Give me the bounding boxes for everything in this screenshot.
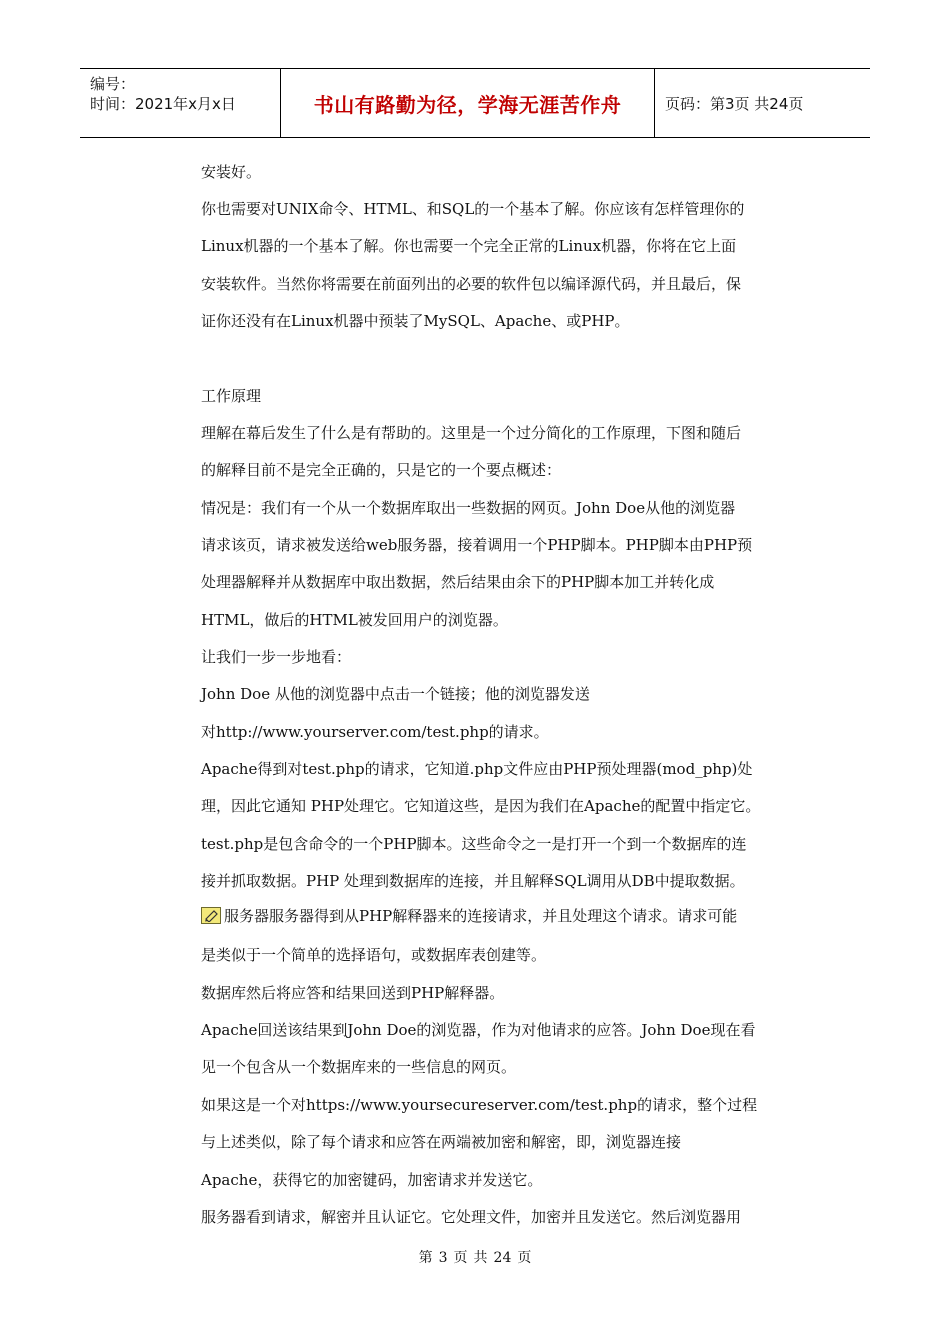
footer-total-pages: 24 <box>493 1250 512 1266</box>
body-line: 服务器看到请求，解密并且认证它。它处理文件，加密并且发送它。然后浏览器用 <box>201 1208 742 1226</box>
footer-ye: 页 <box>517 1250 532 1266</box>
body-line: Apache回送该结果到John Doe的浏览器，作为对他请求的应答。John Doe现在看 <box>201 1021 756 1039</box>
section-heading: 工作原理 <box>201 387 262 405</box>
header-page-label: 页码：第3页 共24页 <box>665 94 804 113</box>
body-line: 证你还没有在Linux机器中预装了MySQL、Apache、或PHP。 <box>201 312 630 330</box>
body-line: 让我们一步一步地看： <box>201 648 352 666</box>
body-line: 对http://www.yourserver.com/test.php的请求。 <box>201 723 549 741</box>
body-line: 请求该页，请求被发送给web服务器，接着调用一个PHP脚本。PHP脚本由PHP预 <box>201 536 753 554</box>
body-line: test.php是包含命令的一个PHP脚本。这些命令之一是打开一个到一个数据库的连 <box>201 835 747 853</box>
body-line-with-icon <box>201 906 737 926</box>
document-number-label: 编号： <box>90 75 136 93</box>
footer-di: 第 <box>418 1250 433 1266</box>
page-footer <box>0 1247 950 1267</box>
body-line: John Doe 从他的浏览器中点击一个链接；他的浏览器发送 <box>201 685 590 703</box>
document-date-label: 时间：2021年x月x日 <box>90 95 236 113</box>
header-motto: 书山有路勤为径，学海无涯苦作舟 <box>313 92 622 117</box>
footer-page-number: 3 <box>438 1250 448 1266</box>
body-line: Apache，获得它的加密键码，加密请求并发送它。 <box>201 1171 543 1189</box>
body-line: 见一个包含从一个数据库来的一些信息的网页。 <box>201 1058 517 1076</box>
body-line-text: 服务器服务器得到从PHP解释器来的连接请求，并且处理这个请求。请求可能 <box>224 907 738 925</box>
body-line: 数据库然后将应答和结果回送到PHP解释器。 <box>201 984 505 1002</box>
body-line: 接并抓取数据。PHP 处理到数据库的连接，并且解释SQL调用从DB中提取数据。 <box>201 872 745 890</box>
body-line: 你也需要对UNIX命令、HTML、和SQL的一个基本了解。你应该有怎样管理你的 <box>201 200 745 218</box>
body-line: Apache得到对test.php的请求，它知道.php文件应由PHP预处理器(mod_php)处 <box>201 760 753 778</box>
body-line: 理解在幕后发生了什么是有帮助的。这里是一个过分简化的工作原理，下图和随后 <box>201 424 742 442</box>
pencil-note-icon <box>201 907 221 924</box>
body-line: 与上述类似，除了每个请求和应答在两端被加密和解密，即，浏览器连接 <box>201 1133 682 1151</box>
body-line: 如果这是一个对https://www.yoursecureserver.com/test.php的请求，整个过程 <box>201 1096 758 1114</box>
body-line: HTML，做后的HTML被发回用户的浏览器。 <box>201 611 508 629</box>
body-line: 处理器解释并从数据库中取出数据，然后结果由余下的PHP脚本加工并转化成 <box>201 573 715 591</box>
body-line: 的解释目前不是完全正确的，只是它的一个要点概述： <box>201 461 562 479</box>
body-line: 是类似于一个简单的选择语句，或数据库表创建等。 <box>201 946 547 964</box>
body-line: 安装软件。当然你将需要在前面列出的必要的软件包以编译源代码，并且最后，保 <box>201 275 742 293</box>
footer-gong: 共 <box>473 1250 488 1266</box>
body-line: Linux机器的一个基本了解。你也需要一个完全正常的Linux机器，你将在它上面 <box>201 237 737 255</box>
body-line: 理，因此它通知 PHP处理它。它知道这些，是因为我们在Apache的配置中指定它。 <box>201 797 761 815</box>
body-line: 安装好。 <box>201 163 262 181</box>
body-line: 情况是：我们有一个从一个数据库取出一些数据的网页。John Doe从他的浏览器 <box>201 499 736 517</box>
footer-ye: 页 <box>453 1250 468 1266</box>
